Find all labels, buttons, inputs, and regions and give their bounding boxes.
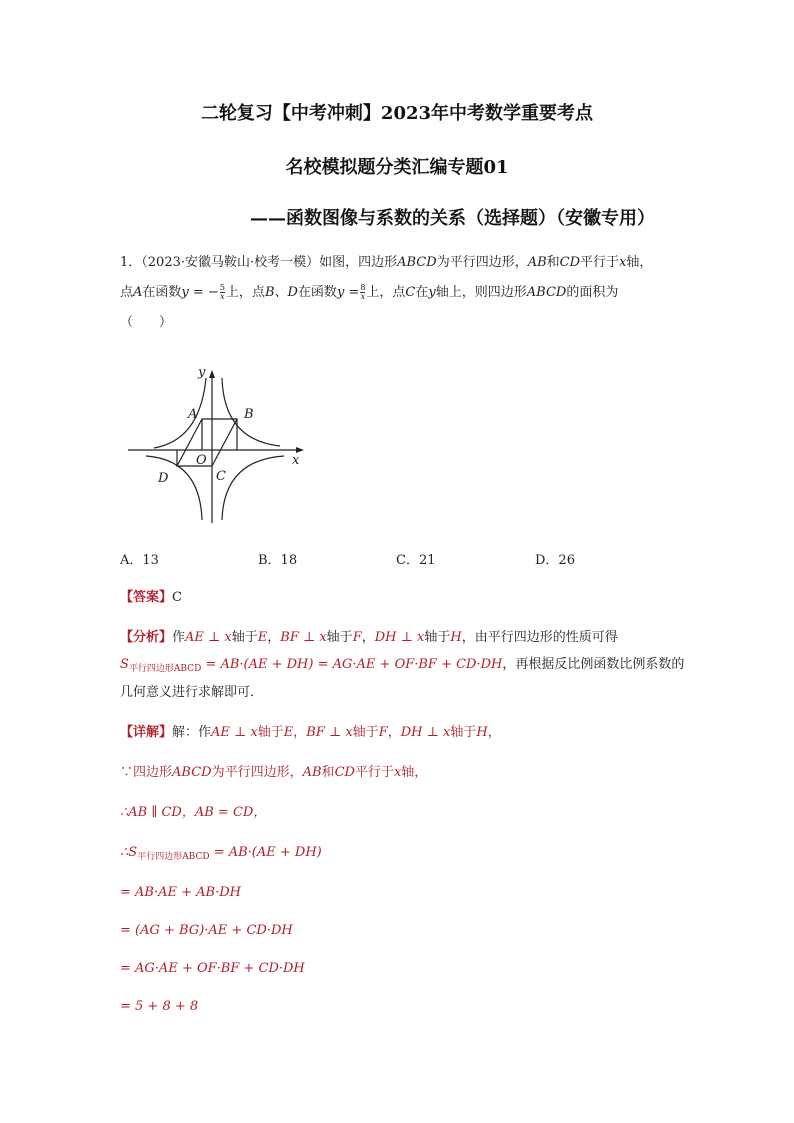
analysis-line-3: 几何意义进行求解即可． [120,685,264,700]
option-b[interactable]: B．18 [258,553,298,568]
curve-q4 [222,456,284,520]
label-b: B [244,407,254,422]
label-o: O [196,453,207,468]
label-c: C [216,469,226,484]
question-line-2: 点A在函数y = − $\frac{5}{x}$ 上，点B、D在函数y = $\frac{8}{x}$ 上，点C在y轴上，则四边形ABCD的面积为 [120,283,619,301]
curve-q2 [154,378,206,448]
option-a[interactable]: A．13 [120,553,159,568]
detail-line-4: $\therefore S_{平行四边形ABCD} = AB\cdot(AE + DH)$ [120,845,322,862]
detail-line-7: = AG·AE + OF·BF + CD·DH [120,961,305,976]
detail-line-8: = 5 + 8 + 8 [120,999,199,1014]
title-line-2: 名校模拟题分类汇编专题01 [285,157,509,178]
label-x: x [292,453,300,468]
y-axis-arrow [209,370,215,378]
label-y: y [198,365,206,380]
analysis-line-1: 【分析】作AE ⊥ x轴于E，BF ⊥ x轴于F，DH ⊥ x轴于H，由平行四边形的性质可得 [120,630,618,645]
answer-tag: 【答案】 [120,590,173,605]
label-d: D [158,471,169,486]
detail-line-1: 【详解】解：作AE ⊥ x轴于E，BF ⊥ x轴于F，DH ⊥ x轴于H， [120,725,501,740]
question-line-1: 1．（2023·安徽马鞍山·校考一模）如图，四边形ABCD为平行四边形，AB和CD平行于x轴， [120,255,653,270]
answer-line [120,589,182,607]
question-line-3: （ ） [120,315,173,330]
detail-line-2: ∵四边形ABCD为平行四边形，AB和CD平行于x轴， [120,765,428,780]
detail-line-5: = AB·AE + AB·DH [120,885,241,900]
detail-line-3: ∴AB ∥ CD，AB = CD， [120,805,267,820]
analysis-line-2: $S_{平行四边形ABCD} = AB\cdot(AE + DH) = AG\cdot AE + OF\cdot BF + CD\cdot DH$，再根据反比例函数比例系数的 [120,657,685,674]
title-line-1: 二轮复习【中考冲刺】2023年中考数学重要考点 [200,103,594,124]
title-line-3: ——函数图像与系数的关系（选择题）（安徽专用） [250,208,655,229]
parallelogram-abcd [177,419,237,466]
option-d[interactable]: D．26 [535,553,575,568]
label-a: A [188,407,198,422]
parallelogram-hyperbola-figure [120,360,310,530]
option-c[interactable]: C．21 [396,553,436,568]
answer-value: C [172,590,182,605]
detail-line-6: = (AG + BG)·AE + CD·DH [120,923,293,938]
